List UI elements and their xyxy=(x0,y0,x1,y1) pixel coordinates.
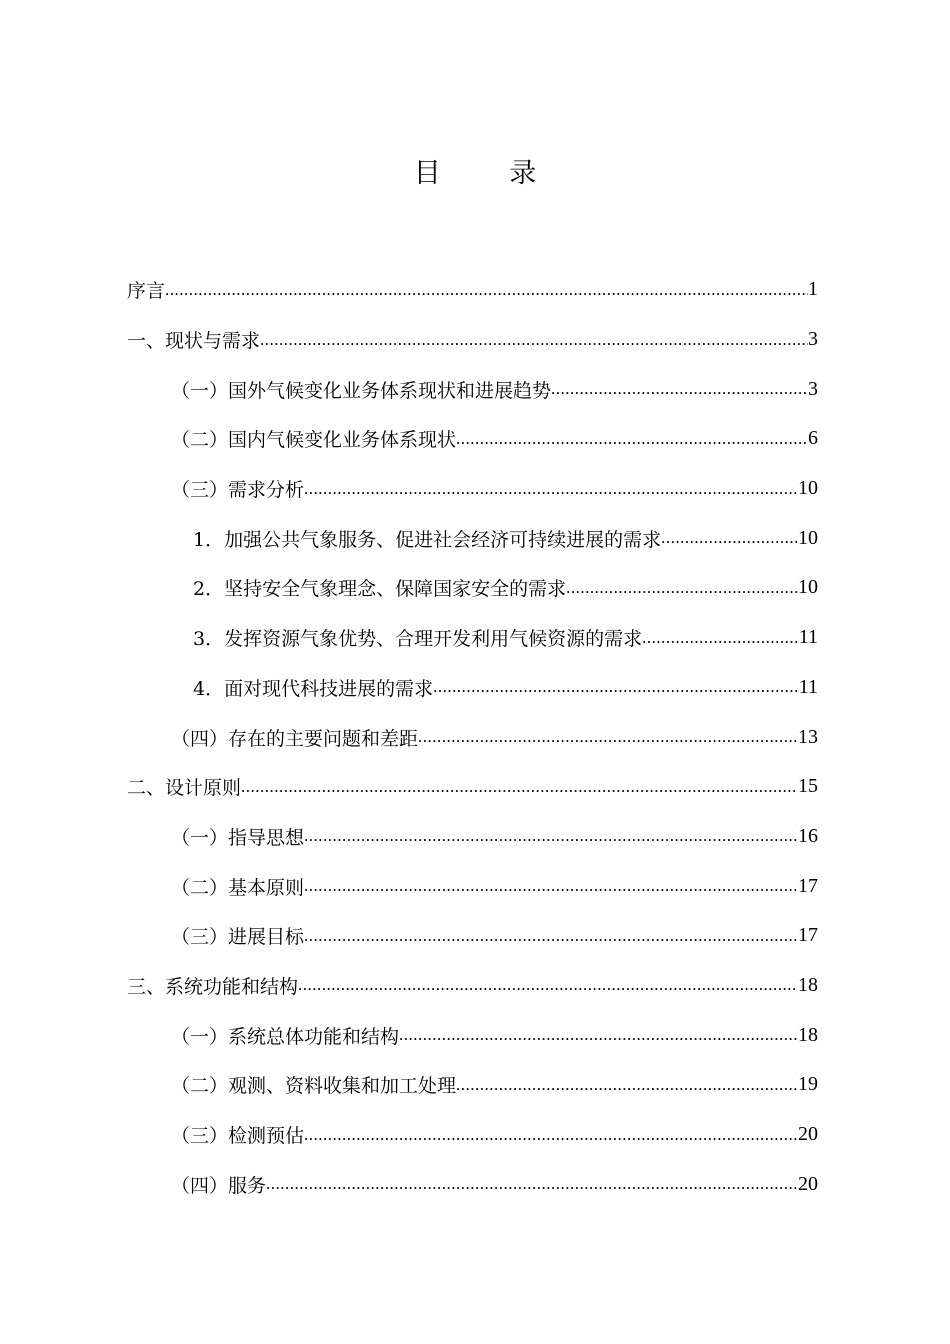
toc-entry-page-number: 10 xyxy=(798,526,818,549)
toc-entry[interactable] xyxy=(0,265,950,315)
toc-dot-leader xyxy=(304,826,798,846)
toc-dot-leader xyxy=(433,677,799,697)
toc-entry-page-number: 13 xyxy=(798,725,818,748)
toc-entry-label: （四）存在的主要问题和差距 xyxy=(171,727,419,750)
toc-entry-page-number: 18 xyxy=(798,1023,818,1046)
toc-entry[interactable] xyxy=(0,563,950,613)
toc-entry-label: 序言 xyxy=(127,280,166,303)
toc-entry-label: 2．坚持安全气象理念、保障国家安全的需求 xyxy=(193,578,567,601)
toc-entry[interactable] xyxy=(0,812,950,862)
toc-entry-page-number: 19 xyxy=(798,1073,818,1096)
toc-entry-page-number: 15 xyxy=(798,775,818,798)
toc-entry[interactable] xyxy=(0,364,950,414)
toc-dot-leader xyxy=(551,379,808,399)
toc-entry-label: （二）国内气候变化业务体系现状 xyxy=(171,429,457,452)
toc-entry[interactable] xyxy=(0,1010,950,1060)
toc-entry-label: （四）服务 xyxy=(171,1174,267,1197)
toc-entry[interactable] xyxy=(0,414,950,464)
toc-entry-page-number: 16 xyxy=(798,824,818,847)
toc-dot-leader xyxy=(418,727,798,747)
toc-dot-leader xyxy=(165,280,808,300)
toc-dot-leader xyxy=(304,926,798,946)
toc-entry-label: 三、系统功能和结构 xyxy=(127,975,299,998)
toc-dot-leader xyxy=(304,876,798,896)
toc-dot-leader xyxy=(298,975,798,995)
toc-entry-page-number: 20 xyxy=(798,1172,818,1195)
toc-entry-label: （三）需求分析 xyxy=(171,479,305,502)
toc-entry-page-number: 20 xyxy=(798,1123,818,1146)
toc-entry-label: （二）基本原则 xyxy=(171,876,305,899)
toc-dot-leader xyxy=(456,429,808,449)
toc-dot-leader xyxy=(304,479,798,499)
toc-list xyxy=(0,265,950,1209)
toc-dot-leader xyxy=(456,1075,798,1095)
toc-entry[interactable] xyxy=(0,762,950,812)
toc-dot-leader xyxy=(266,1174,798,1194)
toc-entry-page-number: 17 xyxy=(798,874,818,897)
toc-dot-leader xyxy=(260,330,808,350)
toc-entry-page-number: 3 xyxy=(808,328,818,351)
toc-entry-page-number: 10 xyxy=(798,477,818,500)
toc-dot-leader xyxy=(566,578,798,598)
toc-entry-label: 3．发挥资源气象优势、合理开发利用气候资源的需求 xyxy=(193,628,643,651)
toc-entry-label: （三）检测预估 xyxy=(171,1125,305,1148)
toc-entry[interactable] xyxy=(0,961,950,1011)
toc-dot-leader xyxy=(642,628,799,648)
toc-entry-label: （二）观测、资料收集和加工处理 xyxy=(171,1075,457,1098)
toc-dot-leader xyxy=(399,1025,798,1045)
toc-entry-page-number: 3 xyxy=(808,377,818,400)
toc-entry-label: 一、现状与需求 xyxy=(127,330,261,353)
toc-entry-page-number: 11 xyxy=(798,626,818,649)
toc-entry-label: （一）指导思想 xyxy=(171,826,305,849)
toc-dot-leader xyxy=(304,1125,798,1145)
toc-entry[interactable] xyxy=(0,1060,950,1110)
toc-entry[interactable] xyxy=(0,613,950,663)
toc-entry-label: （三）进展目标 xyxy=(171,926,305,949)
toc-entry-label: （一）国外气候变化业务体系现状和进展趋势 xyxy=(171,379,552,402)
toc-entry-page-number: 10 xyxy=(798,576,818,599)
toc-entry-label: 二、设计原则 xyxy=(127,777,242,800)
toc-entry[interactable] xyxy=(0,464,950,514)
toc-entry-page-number: 17 xyxy=(798,924,818,947)
toc-entry[interactable] xyxy=(0,1159,950,1209)
toc-entry-label: 1．加强公共气象服务、促进社会经济可持续进展的需求 xyxy=(193,528,662,551)
toc-entry-page-number: 1 xyxy=(808,278,818,301)
toc-dot-leader xyxy=(241,777,798,797)
toc-entry[interactable] xyxy=(0,513,950,563)
toc-entry[interactable] xyxy=(0,712,950,762)
toc-entry-page-number: 11 xyxy=(798,675,818,698)
toc-dot-leader xyxy=(661,528,798,548)
toc-entry[interactable] xyxy=(0,861,950,911)
toc-entry-label: （一）系统总体功能和结构 xyxy=(171,1025,400,1048)
toc-entry-label: 4．面对现代科技进展的需求 xyxy=(193,677,434,700)
toc-title: 目 录 xyxy=(413,158,567,189)
toc-entry[interactable] xyxy=(0,1110,950,1160)
toc-entry[interactable] xyxy=(0,315,950,365)
toc-entry[interactable] xyxy=(0,911,950,961)
toc-entry-page-number: 6 xyxy=(808,427,818,450)
toc-entry[interactable] xyxy=(0,663,950,713)
toc-entry-page-number: 18 xyxy=(798,973,818,996)
